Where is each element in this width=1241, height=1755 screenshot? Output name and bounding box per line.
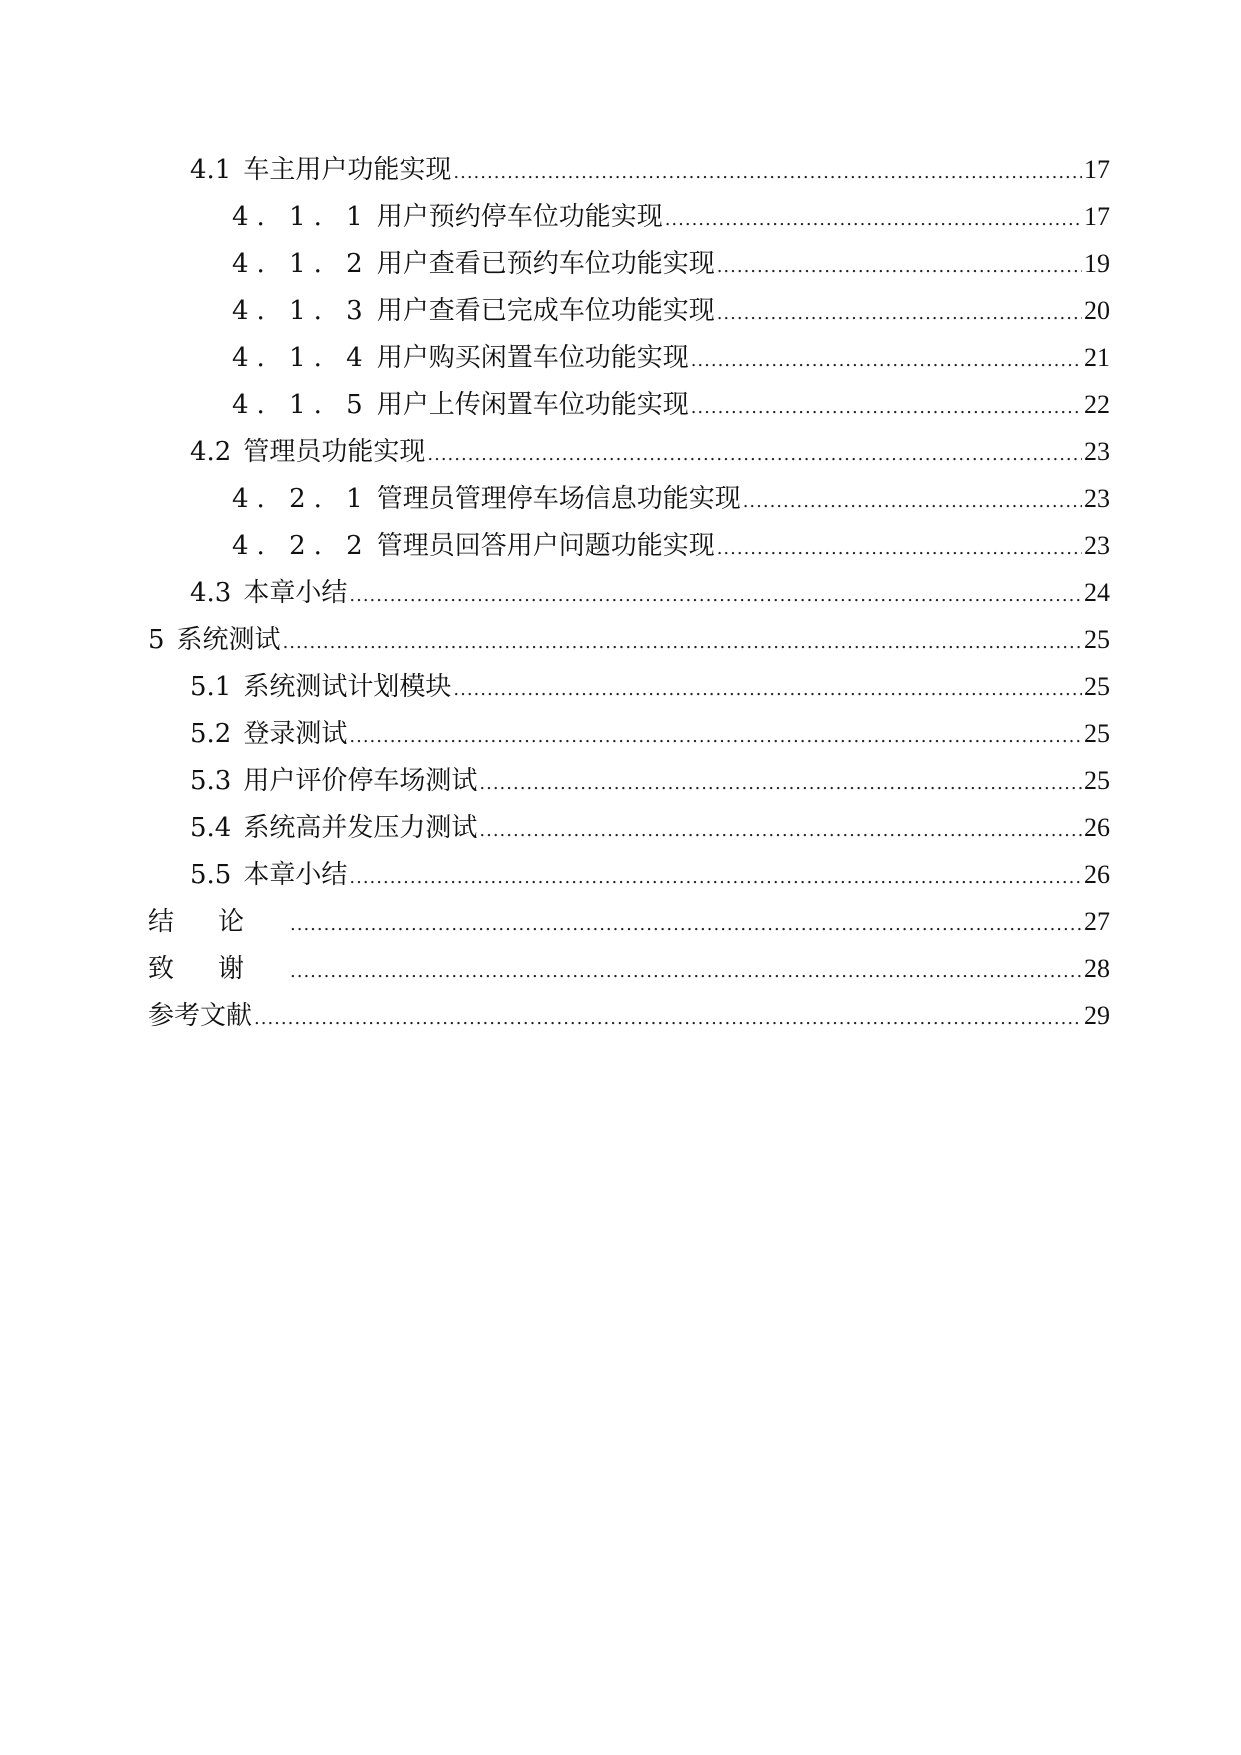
toc-leader-dots <box>717 290 1082 337</box>
toc-title: 系统高并发压力测试 <box>243 813 478 843</box>
toc-title: 车主用户功能实现 <box>243 155 452 185</box>
toc-title: 登录测试 <box>243 719 348 749</box>
toc-page-number: 29 <box>1084 1001 1110 1030</box>
toc-number: 4. 1. 4 <box>232 343 371 373</box>
toc-entry[interactable] <box>148 663 1110 710</box>
toc-leader-dots <box>427 431 1082 478</box>
toc-entry[interactable] <box>148 569 1110 616</box>
toc-leader-dots <box>717 243 1082 290</box>
toc-title: 用户查看已完成车位功能实现 <box>376 296 715 326</box>
toc-entry[interactable] <box>148 898 1110 945</box>
toc-number: 4. 2. 1 <box>232 484 371 514</box>
toc-title: 管理员管理停车场信息功能实现 <box>376 484 741 514</box>
table-of-contents <box>148 146 1110 1039</box>
toc-page-number: 25 <box>1084 625 1110 654</box>
toc-page-number: 20 <box>1084 296 1110 325</box>
toc-leader-dots <box>349 713 1082 760</box>
toc-leader-dots <box>691 337 1082 384</box>
toc-title: 管理员功能实现 <box>243 437 426 467</box>
toc-page-number: 23 <box>1084 484 1110 513</box>
toc-page-number: 17 <box>1084 155 1110 184</box>
toc-page-number: 24 <box>1084 578 1110 607</box>
toc-entry[interactable] <box>148 522 1110 569</box>
toc-title: 用户预约停车位功能实现 <box>376 202 663 232</box>
toc-entry[interactable] <box>148 757 1110 804</box>
toc-number: 4. 2. 2 <box>232 531 371 561</box>
toc-leader-dots <box>743 478 1082 525</box>
toc-entry[interactable] <box>148 710 1110 757</box>
toc-page-number: 25 <box>1084 766 1110 795</box>
toc-leader-dots <box>665 196 1082 243</box>
toc-number: 4.3 <box>190 578 232 608</box>
toc-leader-dots <box>349 572 1082 619</box>
toc-leader-dots <box>453 149 1082 196</box>
toc-number: 5.5 <box>190 860 232 890</box>
toc-entry[interactable] <box>148 334 1110 381</box>
toc-leader-dots <box>283 619 1082 666</box>
toc-leader-dots <box>290 901 1082 948</box>
toc-page-number: 23 <box>1084 437 1110 466</box>
toc-entry[interactable] <box>148 804 1110 851</box>
toc-page-number: 26 <box>1084 813 1110 842</box>
toc-leader-dots <box>453 666 1082 713</box>
toc-title: 系统测试计划模块 <box>243 672 452 702</box>
toc-title: 本章小结 <box>243 860 348 890</box>
toc-entry[interactable] <box>148 193 1110 240</box>
toc-leader-dots <box>479 760 1082 807</box>
toc-title: 用户购买闲置车位功能实现 <box>376 343 689 373</box>
toc-entry[interactable] <box>148 945 1110 992</box>
toc-page-number: 27 <box>1084 907 1110 936</box>
toc-page-number: 19 <box>1084 249 1110 278</box>
toc-page-number: 23 <box>1084 531 1110 560</box>
toc-leader-dots <box>479 807 1082 854</box>
toc-page-number: 28 <box>1084 954 1110 983</box>
toc-title: 管理员回答用户问题功能实现 <box>376 531 715 561</box>
toc-number: 4. 1. 5 <box>232 390 371 420</box>
toc-leader-dots <box>349 854 1082 901</box>
toc-number: 4.1 <box>190 155 232 185</box>
toc-entry[interactable] <box>148 616 1110 663</box>
toc-title: 结论 <box>148 907 289 937</box>
toc-entry[interactable] <box>148 287 1110 334</box>
toc-number: 4. 1. 1 <box>232 202 371 232</box>
toc-entry[interactable] <box>148 240 1110 287</box>
toc-title: 用户查看已预约车位功能实现 <box>376 249 715 279</box>
toc-number: 4. 1. 3 <box>232 296 371 326</box>
toc-title: 用户上传闲置车位功能实现 <box>376 390 689 420</box>
toc-entry[interactable] <box>148 146 1110 193</box>
toc-number: 5.1 <box>190 672 232 702</box>
toc-leader-dots <box>717 525 1082 572</box>
toc-number: 5.2 <box>190 719 232 749</box>
toc-leader-dots <box>691 384 1082 431</box>
toc-title: 致谢 <box>148 954 289 984</box>
toc-number: 5 <box>148 625 165 655</box>
toc-number: 5.3 <box>190 766 232 796</box>
toc-entry[interactable] <box>148 851 1110 898</box>
toc-page-number: 25 <box>1084 672 1110 701</box>
toc-entry[interactable] <box>148 992 1110 1039</box>
toc-title: 用户评价停车场测试 <box>243 766 478 796</box>
toc-leader-dots <box>254 995 1082 1042</box>
toc-leader-dots <box>290 948 1082 995</box>
toc-number: 4. 1. 2 <box>232 249 371 279</box>
toc-entry[interactable] <box>148 428 1110 475</box>
toc-title: 系统测试 <box>176 625 281 655</box>
toc-entry[interactable] <box>148 381 1110 428</box>
toc-number: 5.4 <box>190 813 232 843</box>
toc-page-number: 22 <box>1084 390 1110 419</box>
toc-number: 4.2 <box>190 437 232 467</box>
toc-title: 参考文献 <box>148 1001 253 1031</box>
toc-page-number: 21 <box>1084 343 1110 372</box>
toc-entry[interactable] <box>148 475 1110 522</box>
toc-title: 本章小结 <box>243 578 348 608</box>
toc-page-number: 25 <box>1084 719 1110 748</box>
toc-page-number: 17 <box>1084 202 1110 231</box>
toc-page-number: 26 <box>1084 860 1110 889</box>
